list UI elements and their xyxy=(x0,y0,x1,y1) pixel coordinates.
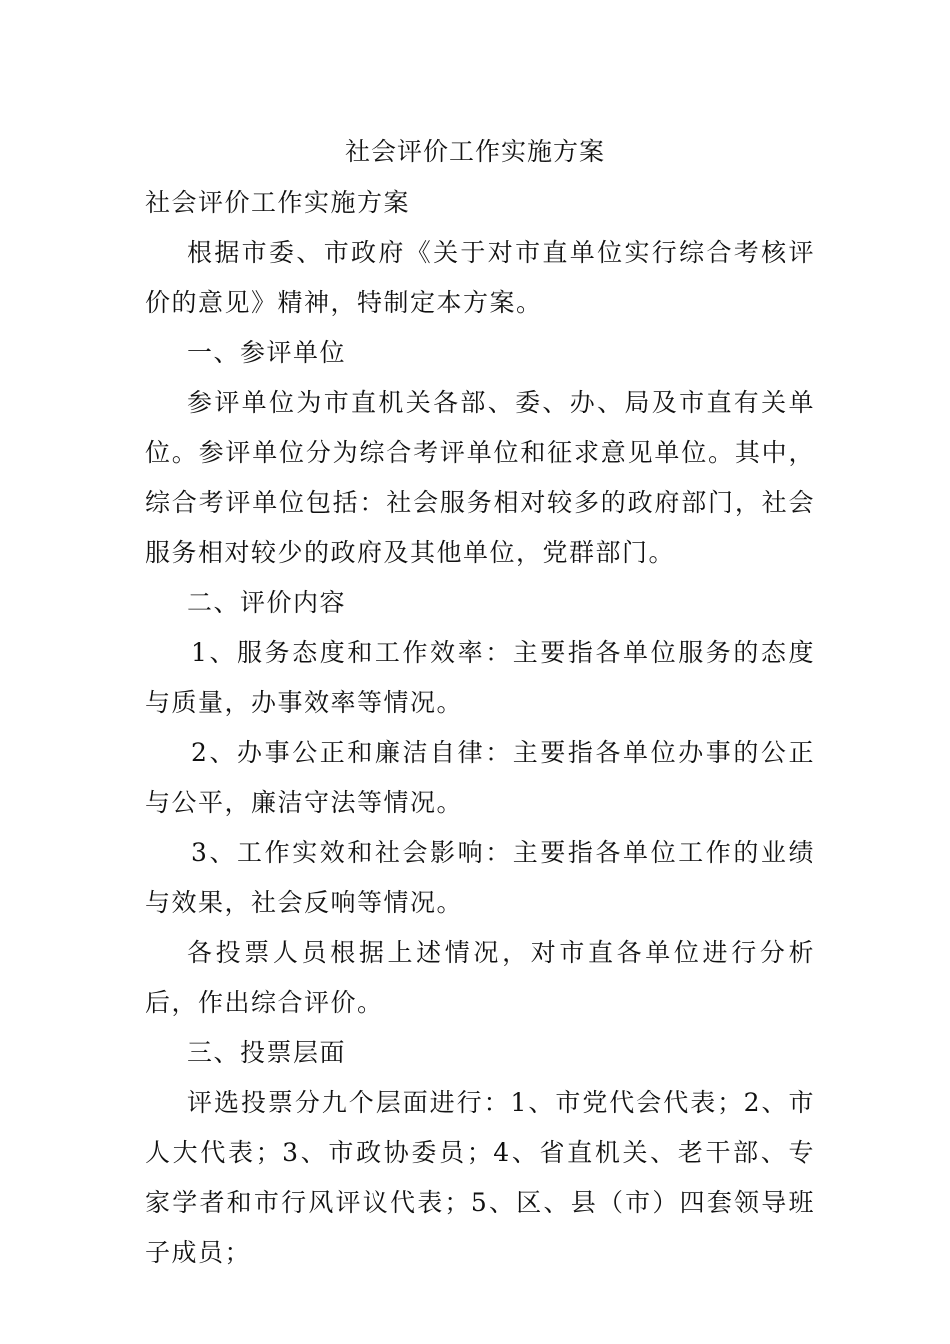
section-2-item-2: 2、办事公正和廉洁自律：主要指各单位办事的公正与公平，廉洁守法等情况。 xyxy=(145,738,815,817)
section-1-body: 参评单位为市直机关各部、委、办、局及市直有关单位。参评单位分为综合考评单位和征求意见单位。其中，综合考评单位包括：社会服务相对较多的政府部门，社会服务相对较少的政府及其他单位，党群部门。 xyxy=(145,388,815,567)
section-2-summary: 各投票人员根据上述情况，对市直各单位进行分析后，作出综合评价。 xyxy=(145,938,815,1017)
document-body xyxy=(145,178,815,1278)
section-2-heading: 二、评价内容 xyxy=(187,588,347,617)
section-3-body: 评选投票分九个层面进行：1、市党代会代表；2、市人大代表；3、市政协委员；4、省直机关、老干部、专家学者和市行风评议代表；5、区、县（市）四套领导班子成员； xyxy=(145,1088,815,1267)
page-title: 社会评价工作实施方案 xyxy=(344,137,605,166)
section-2-item-3: 3、工作实效和社会影响：主要指各单位工作的业绩与效果，社会反响等情况。 xyxy=(145,838,815,917)
section-3-heading: 三、投票层面 xyxy=(187,1038,347,1067)
section-1-heading: 一、参评单位 xyxy=(187,338,347,367)
document-subtitle: 社会评价工作实施方案 xyxy=(145,188,411,217)
section-2-item-1: 1、服务态度和工作效率：主要指各单位服务的态度与质量，办事效率等情况。 xyxy=(145,638,815,717)
intro-paragraph: 根据市委、市政府《关于对市直单位实行综合考核评价的意见》精神，特制定本方案。 xyxy=(145,238,815,317)
